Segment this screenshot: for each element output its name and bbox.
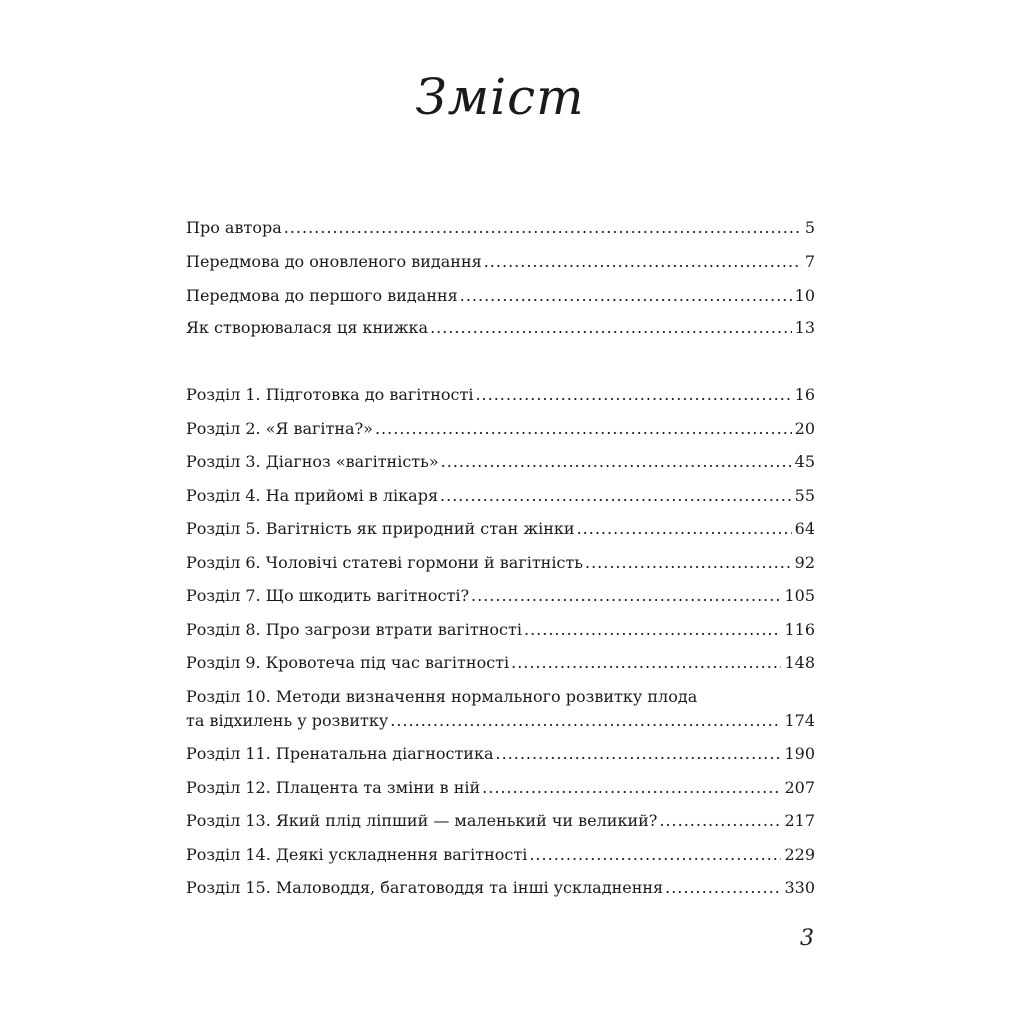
toc-page-number: 20 xyxy=(794,419,815,438)
toc-entry-chapter-6[interactable] xyxy=(186,552,815,574)
leader-dots xyxy=(529,844,781,866)
toc-entry-title: Розділ 3. Діагноз «вагітність» xyxy=(186,452,439,471)
toc-page-number: 330 xyxy=(784,878,815,897)
toc-entry-chapter-7[interactable] xyxy=(186,585,815,607)
toc-entry-title: Як створювалася ця книжка xyxy=(186,318,429,337)
leader-dots xyxy=(440,485,792,507)
leader-dots xyxy=(484,251,802,273)
toc-page-number: 105 xyxy=(784,586,815,605)
leader-dots xyxy=(585,552,792,574)
toc-page-number: 55 xyxy=(794,486,815,505)
leader-dots xyxy=(511,652,781,674)
toc-page-number: 64 xyxy=(794,519,815,538)
toc-page-number: 16 xyxy=(794,385,815,404)
toc-entry-title: Розділ 7. Що шкодить вагітності? xyxy=(186,586,470,605)
toc-entry-chapter-9[interactable] xyxy=(186,652,815,674)
toc-entry-title: Передмова до першого видання xyxy=(186,286,458,305)
toc-page-number: 148 xyxy=(784,653,815,672)
toc-entry-how-book-created[interactable] xyxy=(186,317,815,339)
toc-page-number: 13 xyxy=(794,318,815,337)
toc-entry-title: Розділ 11. Пренатальна діагностика xyxy=(186,744,494,763)
toc-page-number: 7 xyxy=(804,252,815,271)
toc-entry-chapter-2[interactable] xyxy=(186,418,815,440)
leader-dots xyxy=(460,285,792,307)
toc-entry-title: Розділ 4. На прийомі в лікаря xyxy=(186,486,439,505)
toc-entry-title: Розділ 9. Кровотеча під час вагітності xyxy=(186,653,510,672)
toc-page-number: 116 xyxy=(784,620,815,639)
toc-entry-title: Передмова до оновленого видання xyxy=(186,252,482,271)
toc-entry-chapter-15[interactable] xyxy=(186,877,815,899)
page-title: Зміст xyxy=(415,68,585,126)
toc-page-number: 45 xyxy=(794,452,815,471)
leader-dots xyxy=(524,619,781,641)
toc-page-number: 190 xyxy=(784,744,815,763)
leader-dots xyxy=(496,743,782,765)
toc-entry-preface-first[interactable] xyxy=(186,285,815,307)
leader-dots xyxy=(482,777,781,799)
toc-page-number: 174 xyxy=(784,711,815,730)
toc-entry-title: Розділ 13. Який плід ліпший — маленький чи великий? xyxy=(186,811,658,830)
toc-page-number: 5 xyxy=(804,218,815,237)
page-number: 3 xyxy=(800,926,814,951)
leader-dots xyxy=(471,585,781,607)
toc-entry-title: Про автора xyxy=(186,218,282,237)
toc-entry-chapter-5[interactable] xyxy=(186,518,815,540)
leader-dots xyxy=(577,518,792,540)
toc-page-number: 207 xyxy=(784,778,815,797)
toc-entry-title: Розділ 6. Чоловічі статеві гормони й вагітність xyxy=(186,553,583,572)
toc-entry-title: Розділ 5. Вагітність як природний стан жінки xyxy=(186,519,575,538)
toc-page-number: 229 xyxy=(784,845,815,864)
toc-entry-title-line2: та відхилень у розвитку xyxy=(186,711,389,730)
leader-dots xyxy=(430,317,792,339)
toc-entry-chapter-3[interactable] xyxy=(186,451,815,473)
leader-dots xyxy=(390,710,781,732)
toc-entry-title: Розділ 2. «Я вагітна?» xyxy=(186,419,373,438)
leader-dots xyxy=(665,877,781,899)
toc-entry-chapter-11[interactable] xyxy=(186,743,815,765)
toc-page-number: 92 xyxy=(794,553,815,572)
toc-entry-chapter-10[interactable] xyxy=(186,686,815,732)
toc-entry-chapter-8[interactable] xyxy=(186,619,815,641)
leader-dots xyxy=(441,451,792,473)
toc-entry-title: Розділ 8. Про загрози втрати вагітності xyxy=(186,620,522,639)
toc-entry-preface-updated[interactable] xyxy=(186,251,815,273)
toc-entry-chapter-1[interactable] xyxy=(186,384,815,406)
toc-entry-chapter-12[interactable] xyxy=(186,777,815,799)
toc-entry-title: Розділ 14. Деякі ускладнення вагітності xyxy=(186,845,528,864)
leader-dots xyxy=(659,810,781,832)
toc-entry-title: Розділ 1. Підготовка до вагітності xyxy=(186,385,474,404)
toc-entry-chapter-4[interactable] xyxy=(186,485,815,507)
toc-entry-title: Розділ 15. Маловоддя, багатоводдя та інші ускладнення xyxy=(186,878,664,897)
toc-entry-title: Розділ 12. Плацента та зміни в ній xyxy=(186,778,481,797)
toc-page-number: 10 xyxy=(794,286,815,305)
toc-entry-chapter-14[interactable] xyxy=(186,844,815,866)
leader-dots xyxy=(284,217,802,239)
leader-dots xyxy=(375,418,792,440)
toc-entry-about-author[interactable] xyxy=(186,217,815,239)
toc-page-number: 217 xyxy=(784,811,815,830)
leader-dots xyxy=(475,384,791,406)
toc-entry-title-line1: Розділ 10. Методи визначення нормального розвитку плода xyxy=(186,687,698,706)
toc-entry-chapter-13[interactable] xyxy=(186,810,815,832)
